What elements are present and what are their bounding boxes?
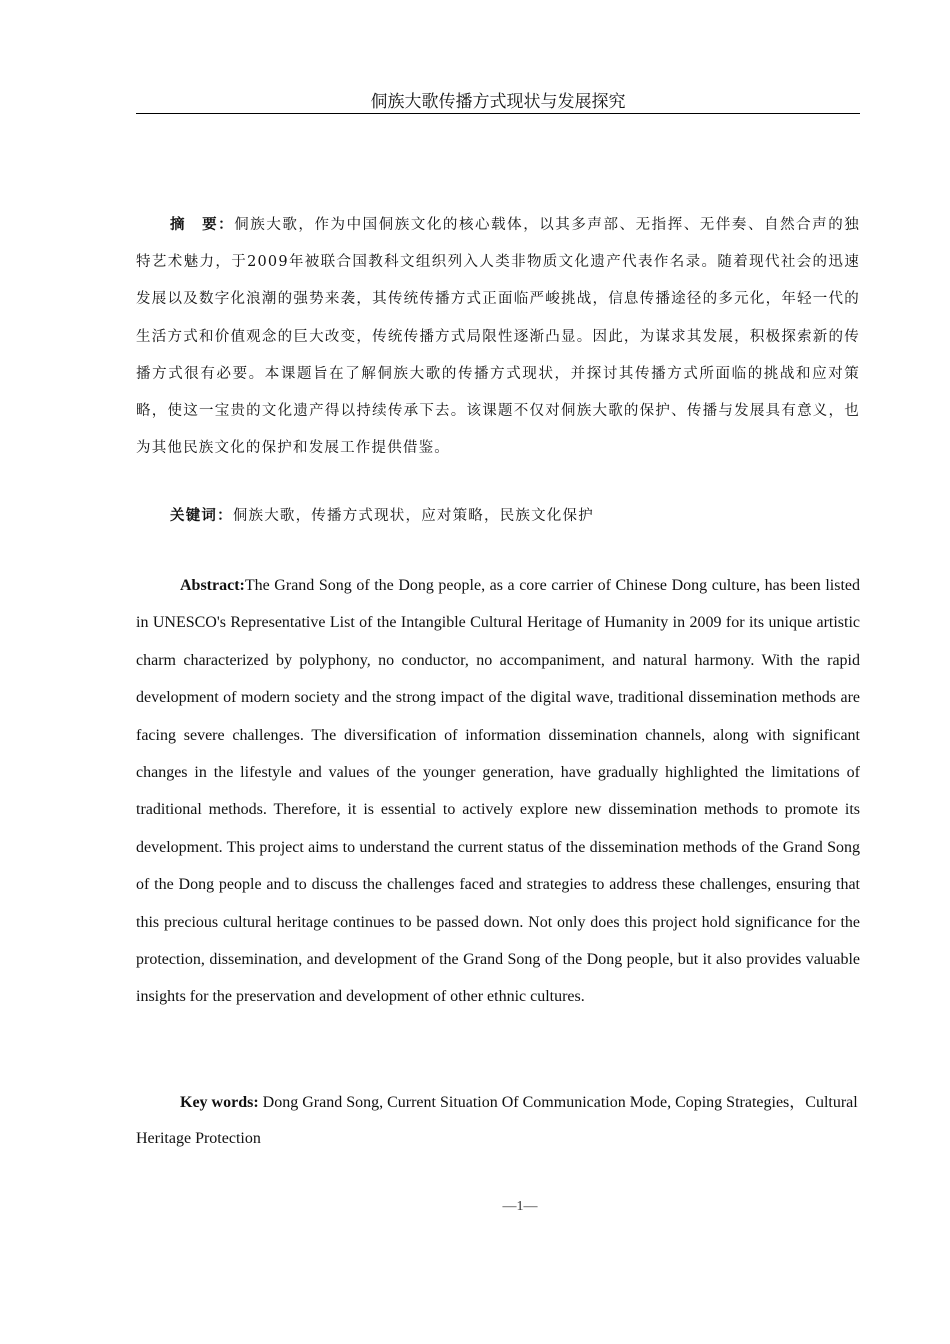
chinese-abstract-text: 侗族大歌，作为中国侗族文化的核心载体，以其多声部、无指挥、无伴奏、自然合声的独特艺术魅力，于2009年被联合国教科文组织列入人类非物质文化遗产代表作名录。随着现代社会的迅速发展以及数字化浪潮的强势来袭，其传统传播方式正面临严峻挑战，信息传播途径的多元化，年轻一代的生活方式和价值观念的巨大改变，传统传播方式局限性逐渐凸显。因此，为谋求其发展，积极探索新的传播方式很有必要。本课题旨在了解侗族大歌的传播方式现状，并探讨其传播方式所面临的挑战和应对策略，使这一宝贵的文化遗产得以持续传承下去。该课题不仅对侗族大歌的保护、传播与发展具有意义，也为其他民族文化的保护和发展工作提供借鉴。 [136, 217, 860, 457]
english-abstract [136, 567, 860, 1016]
chinese-keywords-text: 侗族大歌，传播方式现状，应对策略，民族文化保护 [232, 508, 594, 524]
english-abstract-text: The Grand Song of the Dong people, as a core carrier of Chinese Dong culture, has been listed in UNESCO's Representative List of the Intangible Cultural Heritage of Humanity in 2009 for its unique artistic charm characterized by polyphony, no conductor, no accompaniment, and natural harmony. With the rapid development of modern society and the strong impact of the digital wave, traditional dissemination methods are facing severe challenges. The diversification of information dissemination channels, along with significant changes in the lifestyle and values of the younger generation, have gradually highlighted the limitations of traditional methods. Therefore, it is essential to actively explore new dissemination methods to promote its development. This project aims to understand the current status of the dissemination methods of the Grand Song of the Dong people and to discuss the challenges faced and strategies to address these challenges, ensuring that this precious cultural heritage continues to be passed down. Not only does this project hold significance for the protection, dissemination, and development of the Grand Song of the Dong people, but it also provides valuable insights for the preservation and development of other ethnic cultures. [136, 577, 860, 1006]
english-keywords [136, 1085, 860, 1157]
chinese-keywords-label: 关键词： [170, 507, 233, 524]
english-keywords-text: Dong Grand Song, Current Situation Of Communication Mode, Coping Strategies，Cultural Heritage Protection [136, 1094, 858, 1147]
english-abstract-label: Abstract: [180, 577, 245, 594]
chinese-abstract [136, 206, 860, 467]
page-number: —1— [502, 1199, 538, 1214]
english-keywords-label: Key words: [180, 1094, 259, 1111]
chinese-keywords [136, 497, 860, 535]
page-header-title: 侗族大歌传播方式现状与发展探究 [136, 91, 860, 114]
chinese-abstract-label: 摘 要： [170, 216, 235, 233]
